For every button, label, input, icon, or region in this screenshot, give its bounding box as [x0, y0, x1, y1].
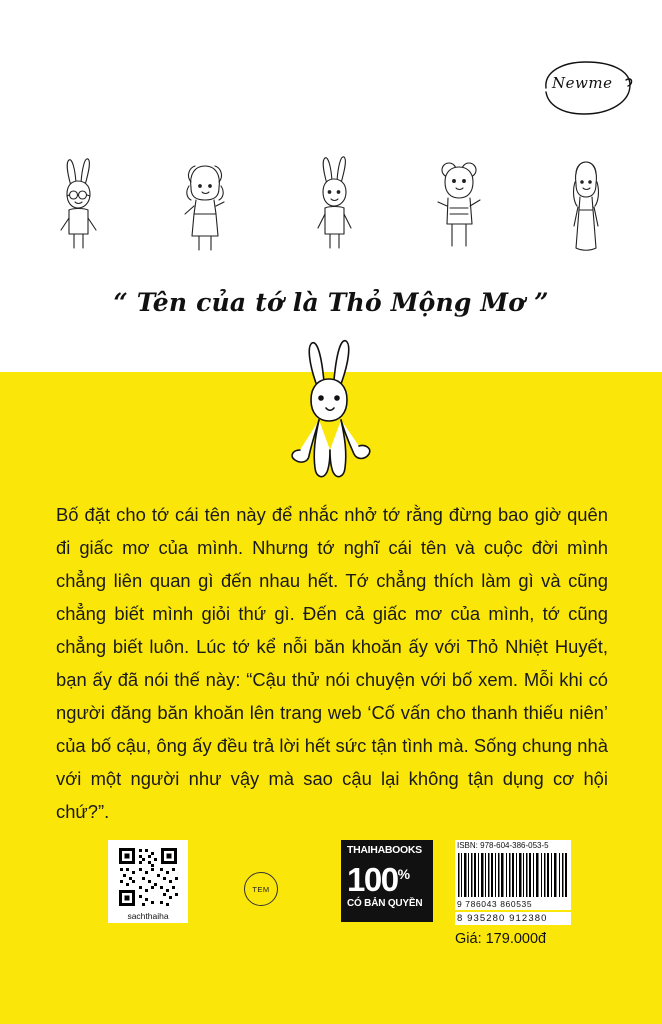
cover-top-white-section [0, 0, 662, 372]
isbn-label: ISBN: 978-604-386-053-5 [455, 840, 571, 851]
big-rabbit-mascot [275, 338, 387, 488]
newme-logo-text: Newme [552, 74, 613, 92]
qr-code-icon[interactable] [116, 845, 180, 909]
character-girl-with-wavy-hair [158, 152, 254, 262]
tem-stamp: TEM [244, 872, 278, 906]
isbn-secondary-digits: 8 935280 912380 [455, 912, 571, 925]
qr-caption: sachthaiha [127, 911, 169, 921]
character-plain-rabbit [287, 152, 383, 262]
isbn-block [455, 840, 571, 947]
character-rabbit-with-glasses [33, 152, 129, 262]
price-label: Giá: 179.000đ [455, 931, 547, 947]
newme-logo [540, 58, 636, 120]
character-illustration-row [0, 152, 662, 262]
copyright-badge-percent: % [397, 866, 411, 882]
copyright-badge [341, 840, 433, 922]
barcode-icon [455, 851, 571, 899]
cover-quote: “ Tên của tớ là Thỏ Mộng Mơ ” [113, 288, 549, 317]
back-cover-blurb: Bố đặt cho tớ cái tên này để nhắc nhở tớ rằng đừng bao giờ quên đi giấc mơ của mình. Nhưng tớ nghĩ cái tên và cuộc đời mình chẳng liên quan gì đến nhau hết. Tớ chẳng thích làm gì và cũng chẳng biết mình giỏi thứ gì. Đến cả giấc mơ của mình, tớ cũng chẳng biết luôn. Lúc tớ kể nỗi băn khoăn ấy với Thỏ Nhiệt Huyết, bạn ấy đã nói thế này: “Cậu thử nói chuyện với bố xem. Mỗi khi có người đăng băn khoăn lên trang web ‘Cố vấn cho thanh thiếu niên’ của bố cậu, ông ấy đều trả lời hết sức tận tình mà. Sống chung nhà với một người như vậy mà sao cậu lại không tận dụng cơ hội chứ?”. [56, 504, 608, 822]
qr-code-block[interactable] [108, 840, 188, 923]
copyright-badge-number-value: 100 [347, 861, 398, 898]
copyright-badge-brand: THAIHABOOKS [347, 844, 422, 856]
copyright-badge-number [347, 856, 427, 898]
copyright-badge-subtitle: CÓ BẢN QUYỀN [347, 898, 423, 909]
character-bear [412, 152, 508, 262]
cover-footer [0, 836, 662, 956]
isbn-barcode-digits: 9 786043 860535 [455, 899, 571, 910]
character-girl-in-long-dress [538, 152, 634, 262]
